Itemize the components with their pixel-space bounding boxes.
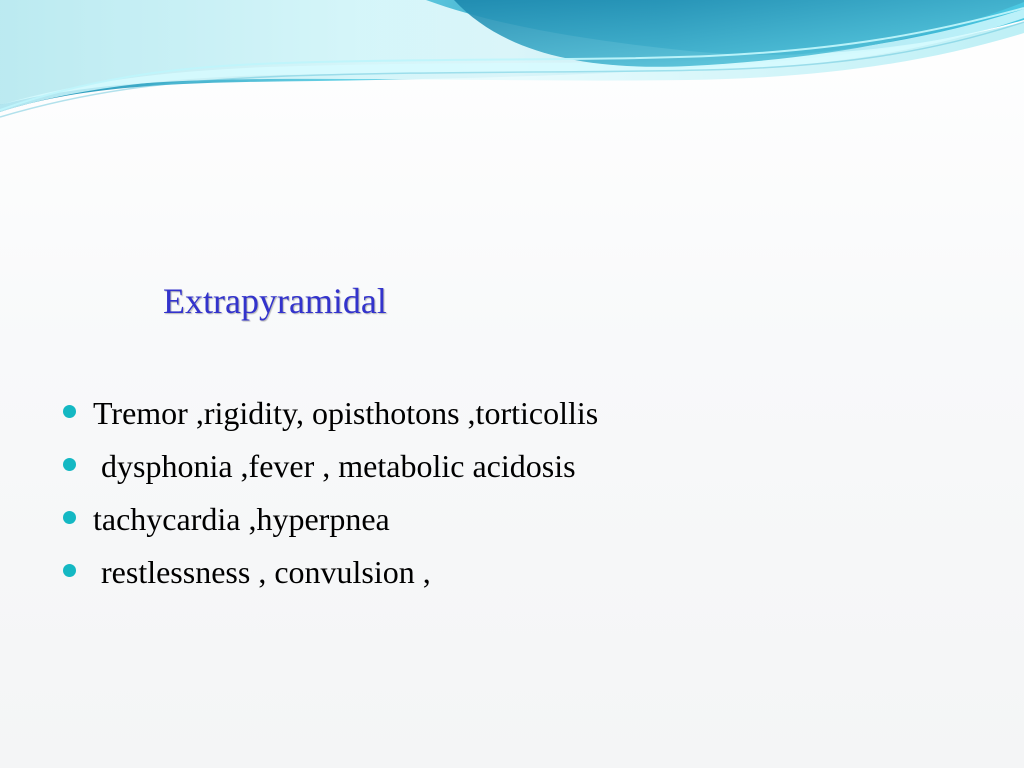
bullet-list-item [63, 492, 963, 545]
bullet-text: tachycardia ,hyperpnea [93, 500, 390, 537]
bullet-list-item [63, 386, 963, 439]
decorative-wave-header [0, 0, 1024, 125]
bullet-icon [63, 458, 76, 471]
bullet-text: restlessness , convulsion , [93, 553, 431, 590]
bullet-list-item [63, 439, 963, 492]
bullet-list [63, 386, 963, 598]
bullet-icon [63, 564, 76, 577]
bullet-text: dysphonia ,fever , metabolic acidosis [93, 447, 576, 484]
bullet-icon [63, 405, 76, 418]
bullet-text: Tremor ,rigidity, opisthotons ,torticollis [93, 394, 599, 431]
bullet-icon [63, 511, 76, 524]
bullet-list-item [63, 545, 963, 598]
slide-title: Extrapyramidal [163, 281, 387, 321]
